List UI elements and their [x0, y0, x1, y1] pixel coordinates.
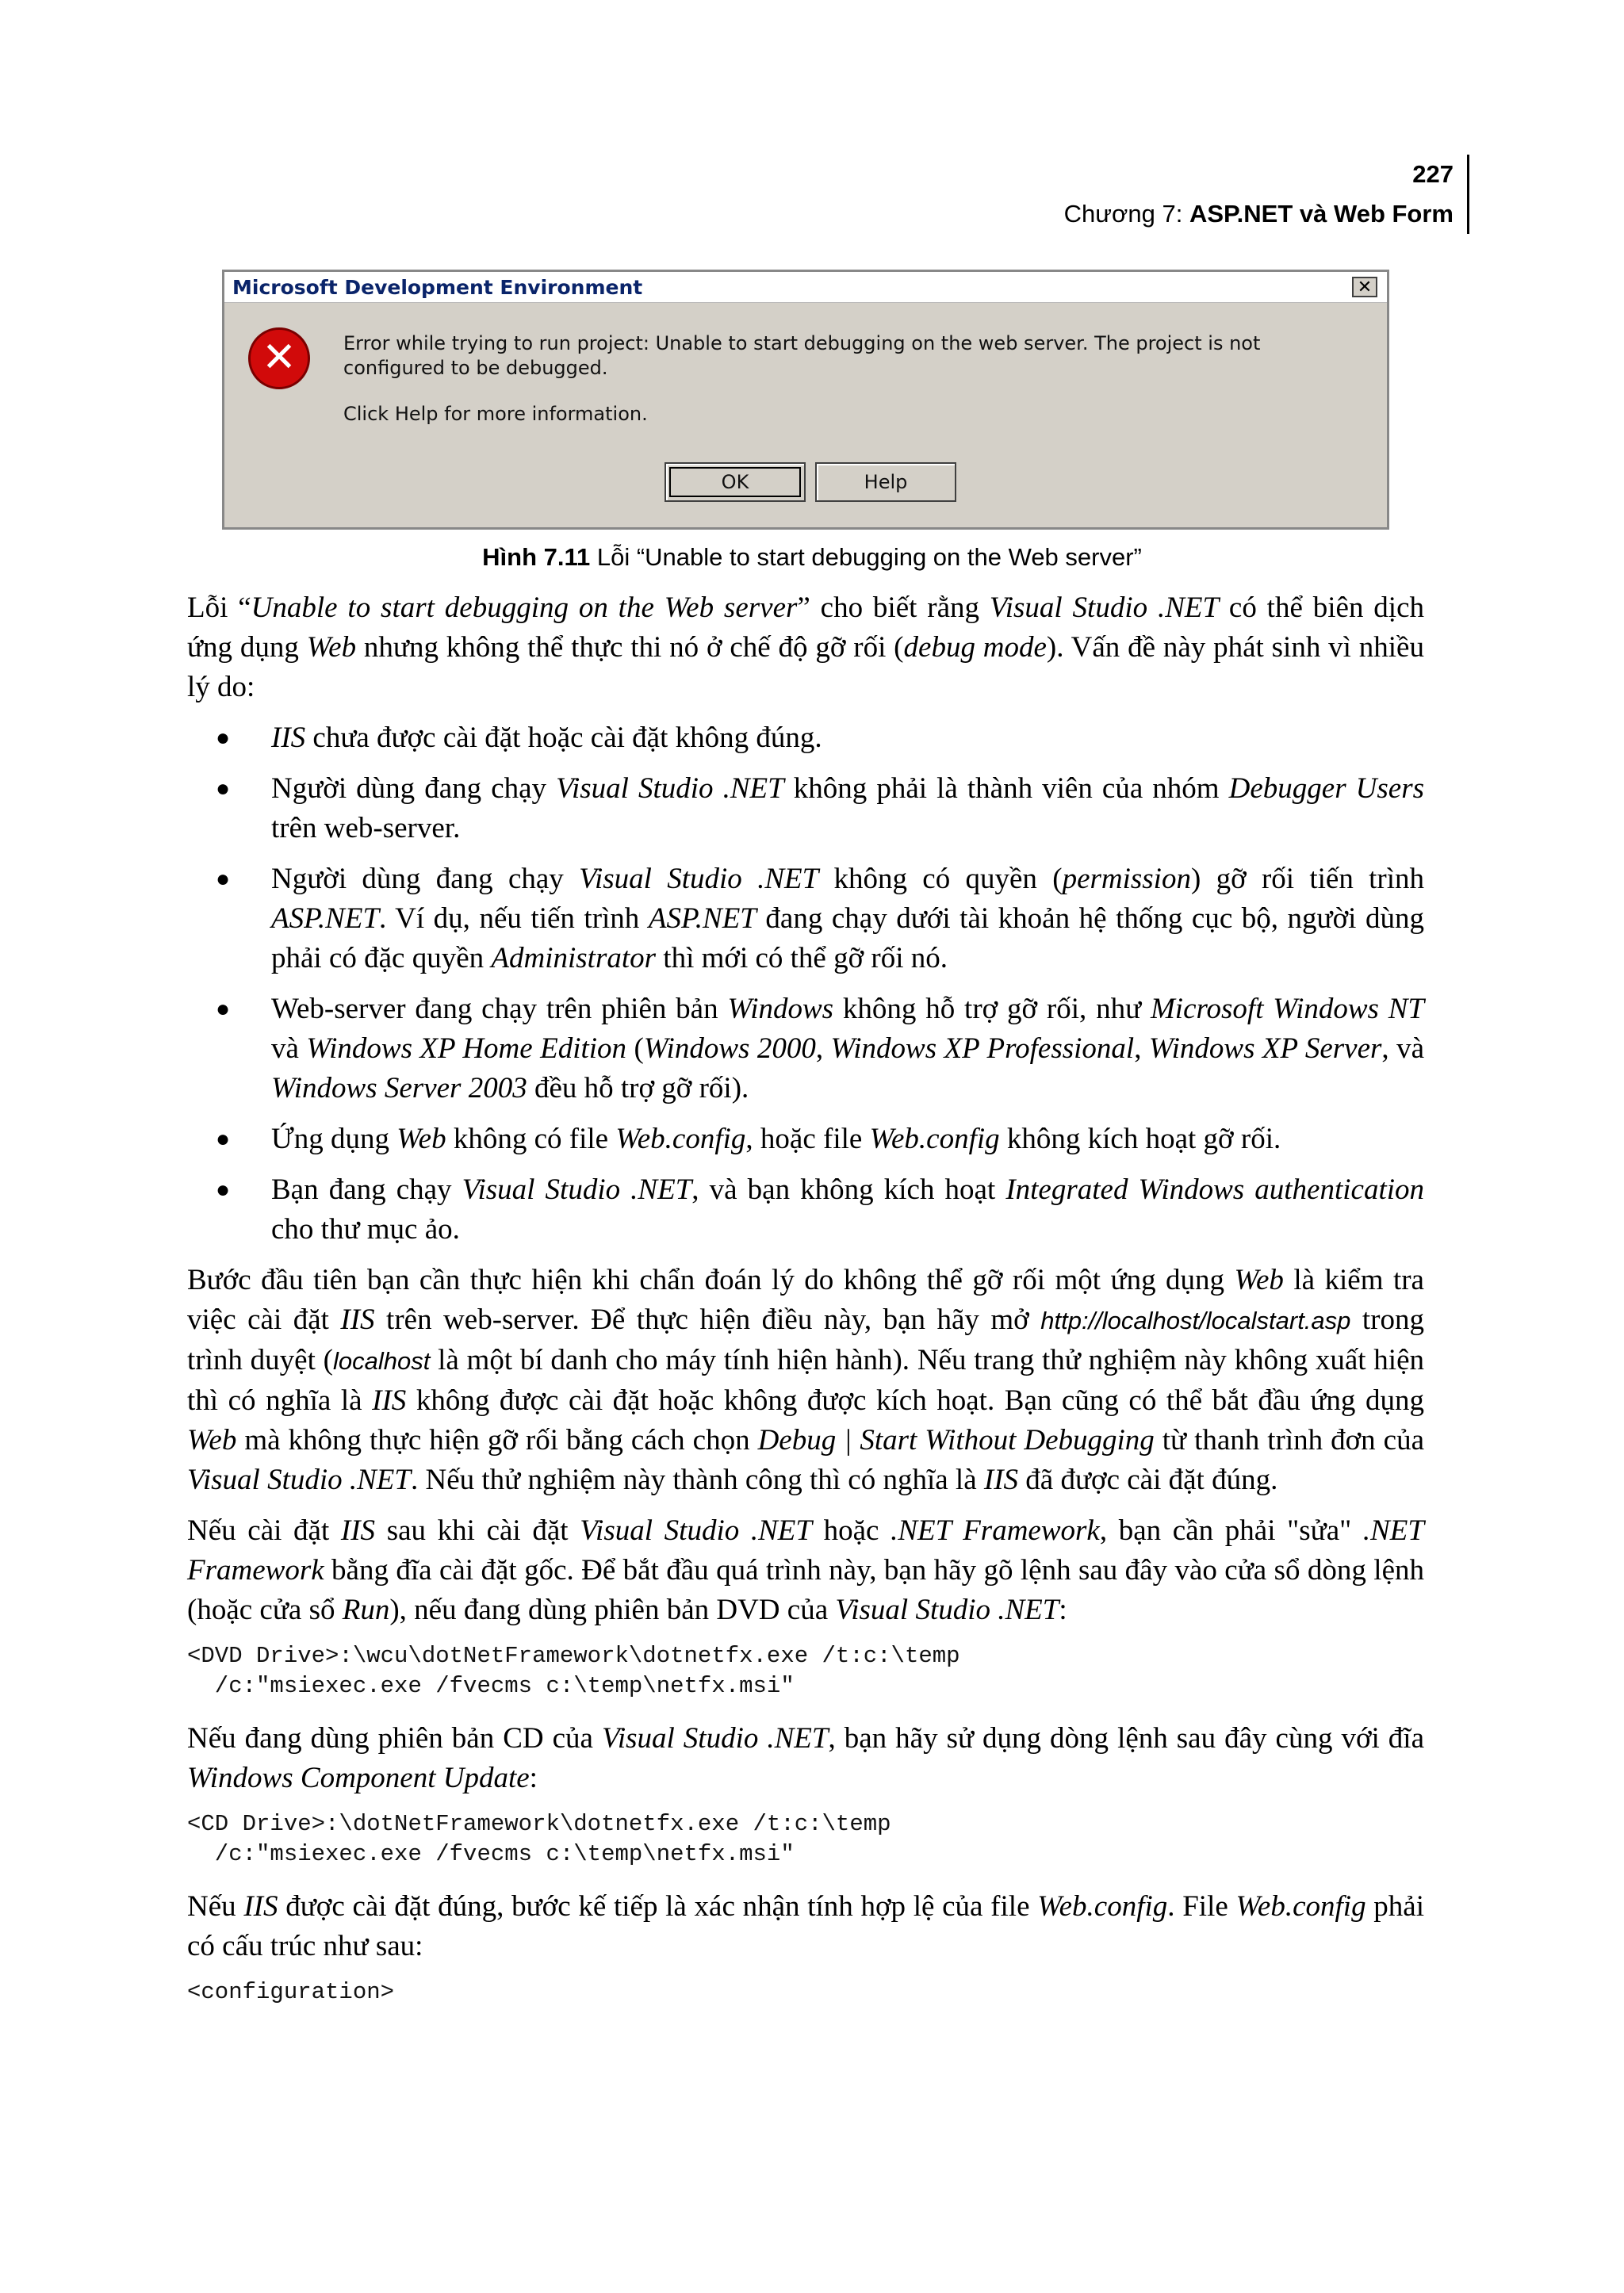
cd-command-code: <CD Drive>:\dotNetFramework\dotnetfx.exe /t:c:\temp /c:"msiexec.exe /fvecms c:\temp\netfx.msi"	[187, 1811, 891, 1867]
page-header	[1064, 155, 1454, 234]
close-icon[interactable]: ✕	[1352, 277, 1377, 297]
repair-paragraph: Nếu cài đặt IIS sau khi cài đặt Visual Studio .NET hoặc .NET Framework, bạn cần phải "sửa" .NET Framework bằng đĩa cài đặt gốc. Để bắt đầu quá trình này, bạn hãy gõ lệnh sau đây vào cửa sổ dòng lệnh (hoặc cửa sổ Run), nếu đang dùng phiên bản DVD của Visual Studio .NET:	[187, 1514, 1424, 1626]
bullet-icon: ●	[216, 1126, 231, 1152]
list-item: ● Bạn đang chạy Visual Studio .NET, và bạn không kích hoạt Integrated Windows authentication cho thư mục ảo.	[187, 1170, 1424, 1250]
error-icon: ✕	[248, 327, 310, 389]
chapter-title: ASP.NET và Web Form	[1189, 200, 1454, 228]
page-number: 227	[1412, 160, 1454, 188]
webconfig-paragraph: Nếu IIS được cài đặt đúng, bước kế tiếp là xác nhận tính hợp lệ của file Web.config. File Web.config phải có cấu trúc như sau:	[187, 1890, 1424, 1962]
chapter-prefix: Chương 7:	[1063, 200, 1189, 228]
help-button[interactable]: Help	[815, 462, 956, 502]
list-item: ● Người dùng đang chạy Visual Studio .NET không có quyền (permission) gỡ rối tiến trình ASP.NET. Ví dụ, nếu tiến trình ASP.NET đang chạy dưới tài khoản hệ thống cục bộ, người dùng phải có đặc quyền Administrator thì mới có thể gỡ rối nó.	[187, 859, 1424, 978]
config-code: <configuration>	[187, 1979, 395, 2005]
diagnosis-paragraph: Bước đầu tiên bạn cần thực hiện khi chẩn đoán lý do không thể gỡ rối một ứng dụng Web là kiểm tra việc cài đặt IIS trên web-server. Để thực hiện điều này, bạn hãy mở http://localhost/localstart.asp trong trình duyệt (localhost là một bí danh cho máy tính hiện hành). Nếu trang thử nghiệm này không xuất hiện thì có nghĩa là IIS không được cài đặt hoặc không được kích hoạt. Bạn cũng có thể bắt đầu ứng dụng Web mà không thực hiện gỡ rối bằng cách chọn Debug | Start Without Debugging từ thanh trình đơn của Visual Studio .NET. Nếu thử nghiệm này thành công thì có nghĩa là IIS đã được cài đặt đúng.	[187, 1264, 1425, 1496]
list-item: ● IIS chưa được cài đặt hoặc cài đặt không đúng.	[187, 718, 1424, 758]
caption-label: Hình 7.11	[482, 543, 591, 571]
list-item: ● Ứng dụng Web không có file Web.config, hoặc file Web.config không kích hoạt gỡ rối.	[187, 1120, 1424, 1159]
list-item: ● Web-server đang chạy trên phiên bản Windows không hỗ trợ gỡ rối, như Microsoft Windows NT và Windows XP Home Edition (Windows 2000, Windows XP Professional, Windows XP Server, và Windows Server 2003 đều hỗ trợ gỡ rối).	[187, 990, 1424, 1108]
dvd-command-code: <DVD Drive>:\wcu\dotNetFramework\dotnetfx.exe /t:c:\temp /c:"msiexec.exe /fvecms c:\temp\netfx.msi"	[187, 1643, 960, 1699]
intro-paragraph: Lỗi “Unable to start debugging on the Web server” cho biết rằng Visual Studio .NET có thể biên dịch ứng dụng Web nhưng không thể thực thi nó ở chế độ gỡ rối (debug mode). Vấn đề này phát sinh vì nhiều lý do:	[187, 591, 1424, 703]
figure-caption	[0, 542, 1624, 573]
dialog-titlebar	[224, 272, 1387, 303]
error-dialog-screenshot	[222, 270, 1389, 530]
chapter-title-line	[1064, 194, 1454, 234]
ok-button[interactable]: OK	[665, 462, 806, 502]
dialog-help-text: Click Help for more information.	[343, 403, 648, 425]
bullet-icon: ●	[216, 775, 231, 802]
dialog-message: Error while trying to run project: Unable to start debugging on the web server. The project is not configured to be debugged.	[343, 332, 1261, 379]
body-text	[187, 588, 1424, 2025]
caption-text: Lỗi “Unable to start debugging on the Web server”	[590, 543, 1142, 571]
cd-paragraph: Nếu đang dùng phiên bản CD của Visual Studio .NET, bạn hãy sử dụng dòng lệnh sau đây cùng với đĩa Windows Component Update:	[187, 1722, 1425, 1794]
bullet-icon: ●	[216, 866, 231, 892]
list-item: ● Người dùng đang chạy Visual Studio .NET không phải là thành viên của nhóm Debugger Users trên web-server.	[187, 769, 1424, 848]
cause-list	[187, 718, 1424, 1250]
bullet-icon: ●	[216, 725, 231, 751]
dialog-title: Microsoft Development Environment	[232, 275, 643, 299]
localstart-url: http://localhost/localstart.asp	[1040, 1307, 1351, 1334]
bullet-icon: ●	[216, 1177, 231, 1203]
header-rule	[1467, 155, 1469, 234]
bullet-icon: ●	[216, 996, 231, 1022]
